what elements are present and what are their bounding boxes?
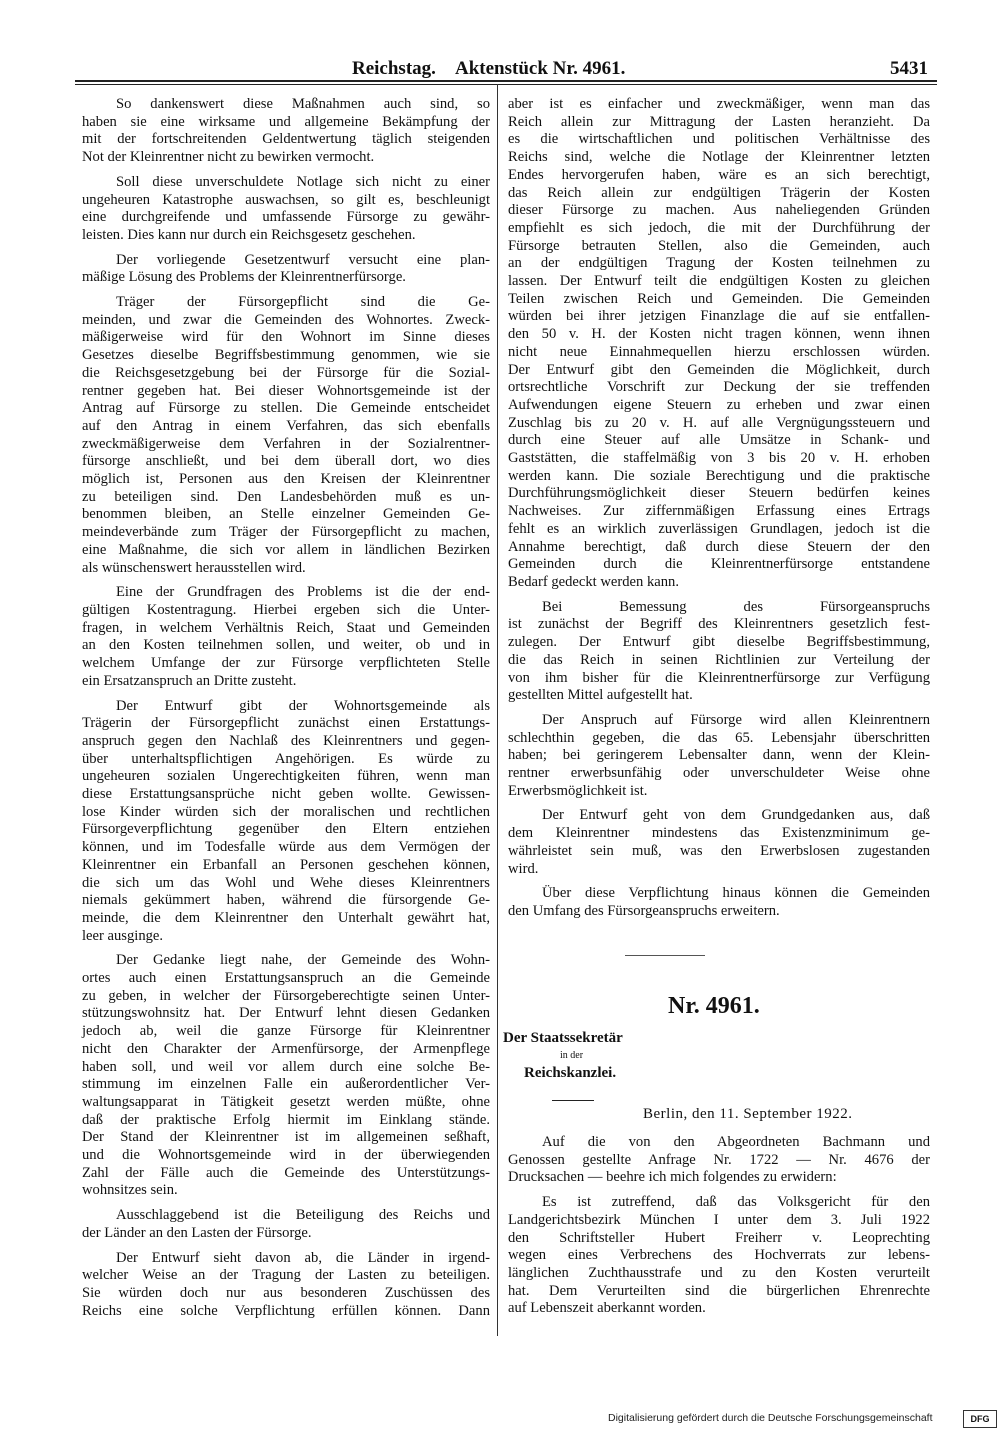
text-line: benommen bleiben, an Stelle einzelner Gemeinden Ge- <box>82 506 490 523</box>
text-line: können, und im Todesfalle würde aus dem Vermögen der <box>82 839 490 856</box>
text-line: anspruch gegen den Nachlaß des Kleinrentners und gegen- <box>82 732 490 749</box>
text-line: Über diese Verpflichtung hinaus können die Gemeinden <box>542 885 930 902</box>
text-line: Gemeinden durch die Kleinrentnerfürsorge entstandene <box>508 556 930 573</box>
text-line: als wünschenswert herausstellen wird. <box>82 559 306 576</box>
text-line: Der Entwurf gibt den Gemeinden die Möglichkeit, durch <box>508 361 930 378</box>
right-column <box>508 96 930 928</box>
text-line: Soll diese unverschuldete Notlage sich nicht zu einer <box>116 173 490 190</box>
text-line: welchem Umfange der zur Fürsorge verpflichteten Stelle <box>82 655 490 672</box>
sender-title: Der Staatssekretär <box>503 1030 623 1046</box>
text-line: Der Entwurf sieht davon ab, die Länder in irgend- <box>116 1249 490 1266</box>
text-line: ein Ersatzanspruch an Dritte zusteht. <box>82 672 297 689</box>
text-line: wird. <box>508 860 539 877</box>
text-line: es die wirtschaftlichen und politischen Verhältnisse des <box>508 131 930 148</box>
text-line: diese Erstattungsansprüche nicht geben wollte. Gewissen- <box>82 786 490 803</box>
text-line: auf den Antrag in einem Verfahren, das sich ebenfalls <box>82 417 490 434</box>
text-line: fragen, in welchem Verhältnis Reich, Staat und Gemeinden <box>82 619 490 636</box>
text-line: werden kann. Die soziale Berechtigung und die praktische <box>508 467 930 484</box>
paragraph <box>82 952 490 1200</box>
text-line: stützungswohnsitz hat. Der Entwurf lehnt diesen Gedanken <box>82 1005 490 1022</box>
text-line: nicht den Charakter der Armenfürsorge, der Armenpflege <box>82 1040 490 1057</box>
digitization-credit: Digitalisierung gefördert durch die Deutsche Forschungsgemeinschaft <box>608 1412 933 1424</box>
text-line: Aufwendungen eigene Steuern zu erheben und zwar einen <box>508 396 930 413</box>
text-line: Endes hervorgerufen haben, wäre es an sich berechtigt, <box>508 166 930 183</box>
text-line: dem Kleinrentner mindestens das Existenzminimum ge- <box>508 825 930 842</box>
text-line: waltungsapparat in Tätigkeit gesetzt werden müßte, ohne <box>82 1093 490 1110</box>
text-line: Teilen zwischen Reich und Gemeinden. Die Gemeinden <box>508 290 930 307</box>
text-line: den Umfang des Fürsorgeanspruchs erweitern. <box>508 902 780 919</box>
text-line: die das Reich in seinen Richtlinien zur Verteilung der <box>508 651 930 668</box>
text-line: zulegen. Der Entwurf gibt dieselbe Begriffsbestimmung, <box>508 634 930 651</box>
text-line: Kleinrentner ein Erbanfall an Personen geschehen können, <box>82 856 490 873</box>
text-line: Gesetzes dieselbe Begriffsbestimmung genommen, wie sie <box>82 347 490 364</box>
section-divider <box>625 955 705 956</box>
text-line: daß der praktische Erfolg hiermit im Einklang stände. <box>82 1111 490 1128</box>
text-line: gestellten Mittel aufgestellt hat. <box>508 687 693 704</box>
text-line: mit der fortschreitenden Geldentwertung täglich steigenden <box>82 131 490 148</box>
text-line: Trägerin der Fürsorgepflicht zunächst einen Erstattungs- <box>82 715 490 732</box>
text-line: möglich ist, Personen aus den Kreisen der Kleinrentner <box>82 471 490 488</box>
header-rule-thin <box>75 84 937 85</box>
running-head-title: Reichstag. <box>352 58 436 79</box>
text-line: Der Entwurf geht von dem Grundgedanken aus, daß <box>542 807 930 824</box>
text-line: empfiehlt es sich jedoch, die mit der Durchführung der <box>508 219 930 236</box>
page-number: 5431 <box>890 58 928 79</box>
text-line: die sich um das Wohl und Wehe dieses Kleinrentners <box>82 874 490 891</box>
text-line: jedoch ab, weil die ganze Fürsorge für Kleinrentner <box>82 1023 490 1040</box>
sender-rule <box>552 1100 594 1101</box>
text-line: Der Anspruch auf Fürsorge wird allen Kleinrentnern <box>542 711 930 728</box>
text-line: Zuschlag bis zu 20 v. H. auf alle Vergnügungssteuern und <box>508 414 930 431</box>
text-line: den Schriftsteller Hubert Freiherr v. Leoprechting <box>508 1229 930 1246</box>
text-line: Sie würden doch nur aus besonderen Zuschüssen des <box>82 1285 490 1301</box>
text-line: rentner erwerbsunfähig oder unverschuldeter Weise ohne <box>508 765 930 782</box>
text-line: Der vorliegende Gesetzentwurf versucht eine plan- <box>116 251 490 268</box>
text-line: Gaststätten, die staffelmäßig von 3 bis 20 v. H. erhoben <box>508 450 930 467</box>
text-line: ungeheuren sozialen Ungerechtigkeiten führen, wenn man <box>82 768 490 785</box>
text-line: hat. Dem Verurteilten sind die bürgerlichen Ehrenrechte <box>508 1282 930 1299</box>
text-line: würden bei ihrer jetzigen Finanzlage die auf sie entfallen- <box>508 308 930 325</box>
text-line: gültigen Kostentragung. Hierbei ergeben sich die Unter- <box>82 601 490 618</box>
paragraph <box>82 1207 490 1242</box>
text-line: mäßigerweise wird für den Wohnort im Sinne dieses <box>82 329 490 346</box>
text-line: Reichs sind, welche die Notlage der Kleinrentner letzten <box>508 149 930 166</box>
text-line: von ihm bisher für die Kleinrentnerfürsorge zur Verfügung <box>508 669 930 686</box>
text-line: Bedarf gedeckt werden kann. <box>508 573 679 590</box>
text-line: durch eine Steuer auf alle Umsätze in Schank- und <box>508 432 930 449</box>
text-line: ungeheuren Katastrophe auswachsen, so gilt es, beschleunigt <box>82 191 490 208</box>
text-line: lose Kinder würden sich der moralischen und rechtlichen <box>82 803 490 820</box>
text-line: zweckmäßigerweise dem Verfahren in der Sozialrentner- <box>82 435 490 452</box>
text-line: Ausschlaggebend ist die Beteiligung des Reichs und <box>116 1207 490 1224</box>
dfg-logo: DFG <box>963 1410 997 1428</box>
text-line: Erwerbsmöglichkeit ist. <box>508 782 648 799</box>
header-rule <box>75 80 937 82</box>
text-line: nicht neue Einnahmequellen hierzu erschlossen würden. <box>508 343 930 360</box>
text-line: ortes auch einen Erstattungsanspruch an die Gemeinde <box>82 970 490 987</box>
text-line: Der Stand der Kleinrentner ist im allgemeinen seßhaft, <box>82 1129 490 1146</box>
text-line: Auf die von den Abgeordneten Bachmann und <box>542 1134 930 1150</box>
paragraph <box>82 174 490 245</box>
text-line: Eine der Grundfragen des Problems ist die der end- <box>116 584 490 601</box>
text-line: Reichs eine solche Verpflichtung erfüllen können. Dann <box>82 1302 490 1319</box>
text-line: Bei Bemessung des Fürsorgeanspruchs <box>542 598 930 615</box>
text-line: stimmung im einzelnen Falle ein außerordentlicher Ver- <box>82 1076 490 1093</box>
text-line: den 50 v. H. der Kosten nicht tragen können, wenn ihnen <box>508 326 930 343</box>
text-line: an den Kosten teilnehmen sollen, und weiter, ob und in <box>82 637 490 654</box>
sender-preposition: in der <box>560 1050 584 1061</box>
text-line: lassen. Der Entwurf teilt die endgültigen Kosten zu gleichen <box>508 273 930 290</box>
text-line: mäßige Lösung des Problems der Kleinrentnerfürsorge. <box>82 269 406 286</box>
running-head-document: Aktenstück Nr. 4961. <box>455 58 626 79</box>
text-line: Der Gedanke liegt nahe, der Gemeinde des Wohn- <box>116 952 490 969</box>
text-line: dieser Fürsorge zu machen. Aus naheliegenden Gründen <box>508 202 930 219</box>
text-line: Annahme berechtigt, daß durch diese Steuern der den <box>508 538 930 555</box>
text-line: meindeverbände zum Träger der Fürsorgepflicht zu machen, <box>82 524 490 541</box>
paragraph <box>82 1250 490 1321</box>
paragraph <box>508 96 930 592</box>
text-line: Es ist zutreffend, daß das Volksgericht für den <box>542 1194 930 1211</box>
paragraph <box>82 96 490 167</box>
text-line: Fürsorgeverpflichtung gegenüber den Eltern entziehen <box>82 821 490 838</box>
text-line: schlechthin gegeben, die das 65. Lebensjahr überschritten <box>508 729 930 746</box>
text-line: fürsorge anschließt, und bei dem überall dort, wo dies <box>82 453 490 470</box>
text-line: wohnsitzes sein. <box>82 1182 178 1199</box>
dateline: Berlin, den 11. September 1922. <box>643 1106 853 1122</box>
paragraph <box>508 885 930 920</box>
text-line: ist zunächst der Begriff des Kleinrentners gesetzlich fest- <box>508 616 930 633</box>
text-line: Zahl der Fälle auch die Gemeinde des Unterstützungs- <box>82 1164 490 1181</box>
text-line: über unterhaltspflichtigen Angehörigen. Es würde zu <box>82 750 490 767</box>
text-line: an der endgültigen Tragung der Kosten teilnehmen zu <box>508 255 930 272</box>
text-line: Drucksachen — beehre ich mich folgendes zu erwidern: <box>508 1169 837 1186</box>
sender-office: Reichskanzlei. <box>524 1065 617 1081</box>
text-line: fehlt es an wirklich zuverlässigen Grundlagen, jedoch ist die <box>508 520 930 537</box>
text-line: eine Maßnahme, die sich vor allem in ländlichen Bezirken <box>82 541 490 558</box>
text-line: Der Entwurf gibt der Wohnortsgemeinde als <box>116 697 490 714</box>
text-line: länglichen Zuchthausstrafe und zu den Kosten verurteilt <box>508 1264 930 1281</box>
text-line: auf Lebenszeit aberkannt worden. <box>508 1300 706 1317</box>
text-line: leisten. Dies kann nur durch ein Reichsgesetz geschehen. <box>82 226 416 243</box>
text-line: Reich allein zur Mittragung der Lasten heranzieht. Da <box>508 113 930 130</box>
text-line: wegen eines Verbrechens des Hochverrats zur lebens- <box>508 1247 930 1264</box>
text-line: währleistet sein muß, was den Erwerbslosen zugestanden <box>508 842 930 859</box>
text-line: Landgerichtsbezirk München I unter dem 3. Juli 1922 <box>508 1211 930 1228</box>
text-line: So dankenswert diese Maßnahmen auch sind, so <box>116 96 490 112</box>
text-line: Not der Kleinrentner nicht zu bewirken vermocht. <box>82 149 375 166</box>
paragraph <box>508 807 930 878</box>
text-line: Genossen gestellte Anfrage Nr. 1722 — Nr. 4676 der <box>508 1151 930 1168</box>
paragraph <box>508 599 930 705</box>
document-body <box>508 1134 930 1325</box>
text-line: haben; bei geringerem Lebensalter dann, wenn der Klein- <box>508 747 930 764</box>
paragraph <box>82 294 490 577</box>
paragraph <box>82 698 490 946</box>
text-line: haben soll, und weil vor allem durch eine solche Be- <box>82 1058 490 1075</box>
text-line: welcher Weise an der Tragung der Lasten zu beteiligen. <box>82 1267 490 1284</box>
paragraph <box>82 252 490 287</box>
text-line: Träger der Fürsorgepflicht sind die Ge- <box>116 294 490 311</box>
document-number: Nr. 4961. <box>668 993 760 1019</box>
paragraph <box>82 584 490 690</box>
text-line: niemals gekümmert haben, während die fürsorgende Ge- <box>82 892 490 909</box>
text-line: leer ausginge. <box>82 927 164 944</box>
text-line: Nachweises. Zur ziffernmäßigen Erfassung eines Ertrags <box>508 503 930 520</box>
text-line: zu geben, in welcher der Fürsorgeberechtigte seinen Unter- <box>82 987 490 1004</box>
text-line: und die Wohnortsgemeinde wird in der überwiegenden <box>82 1147 490 1164</box>
text-line: Durchführungsmöglichkeit dieser Steuern bedürfen keines <box>508 485 930 502</box>
text-line: ortsrechtliche Vorschrift zur Deckung der sie treffenden <box>508 379 930 396</box>
text-line: meinde, die dem Kleinrentner den Unterhalt gewährt hat, <box>82 909 490 926</box>
text-line: eine durchgreifende und umfassende Fürsorge zu gewähr- <box>82 209 490 226</box>
column-divider <box>497 84 498 1336</box>
left-column <box>82 96 490 1327</box>
paragraph <box>508 1194 930 1318</box>
text-line: der Länder an den Lasten der Fürsorge. <box>82 1224 312 1241</box>
text-line: Fürsorge betrauten Stellen, also die Gemeinden, auch <box>508 237 930 254</box>
text-line: meinden, und zwar die Gemeinden des Wohnortes. Zweck- <box>82 311 490 328</box>
text-line: aber ist es einfacher und zweckmäßiger, wenn man das <box>508 96 930 112</box>
text-line: zu beteiligen sind. Den Landesbehörden muß es un- <box>82 488 490 505</box>
text-line: das Reich allein zur endgültigen Trägerin der Kosten <box>508 184 930 201</box>
text-line: die Reichsgesetzgebung bei der Fürsorge für die Sozial- <box>82 364 490 381</box>
text-line: Antrag auf Fürsorge zu stellen. Die Gemeinde entscheidet <box>82 400 490 417</box>
text-line: rentner gegeben hat. Bei dieser Wohnortsgemeinde ist der <box>82 382 490 399</box>
text-line: haben sie eine wirksame und allgemeine Bekämpfung der <box>82 113 490 130</box>
paragraph <box>508 1134 930 1187</box>
paragraph <box>508 712 930 801</box>
